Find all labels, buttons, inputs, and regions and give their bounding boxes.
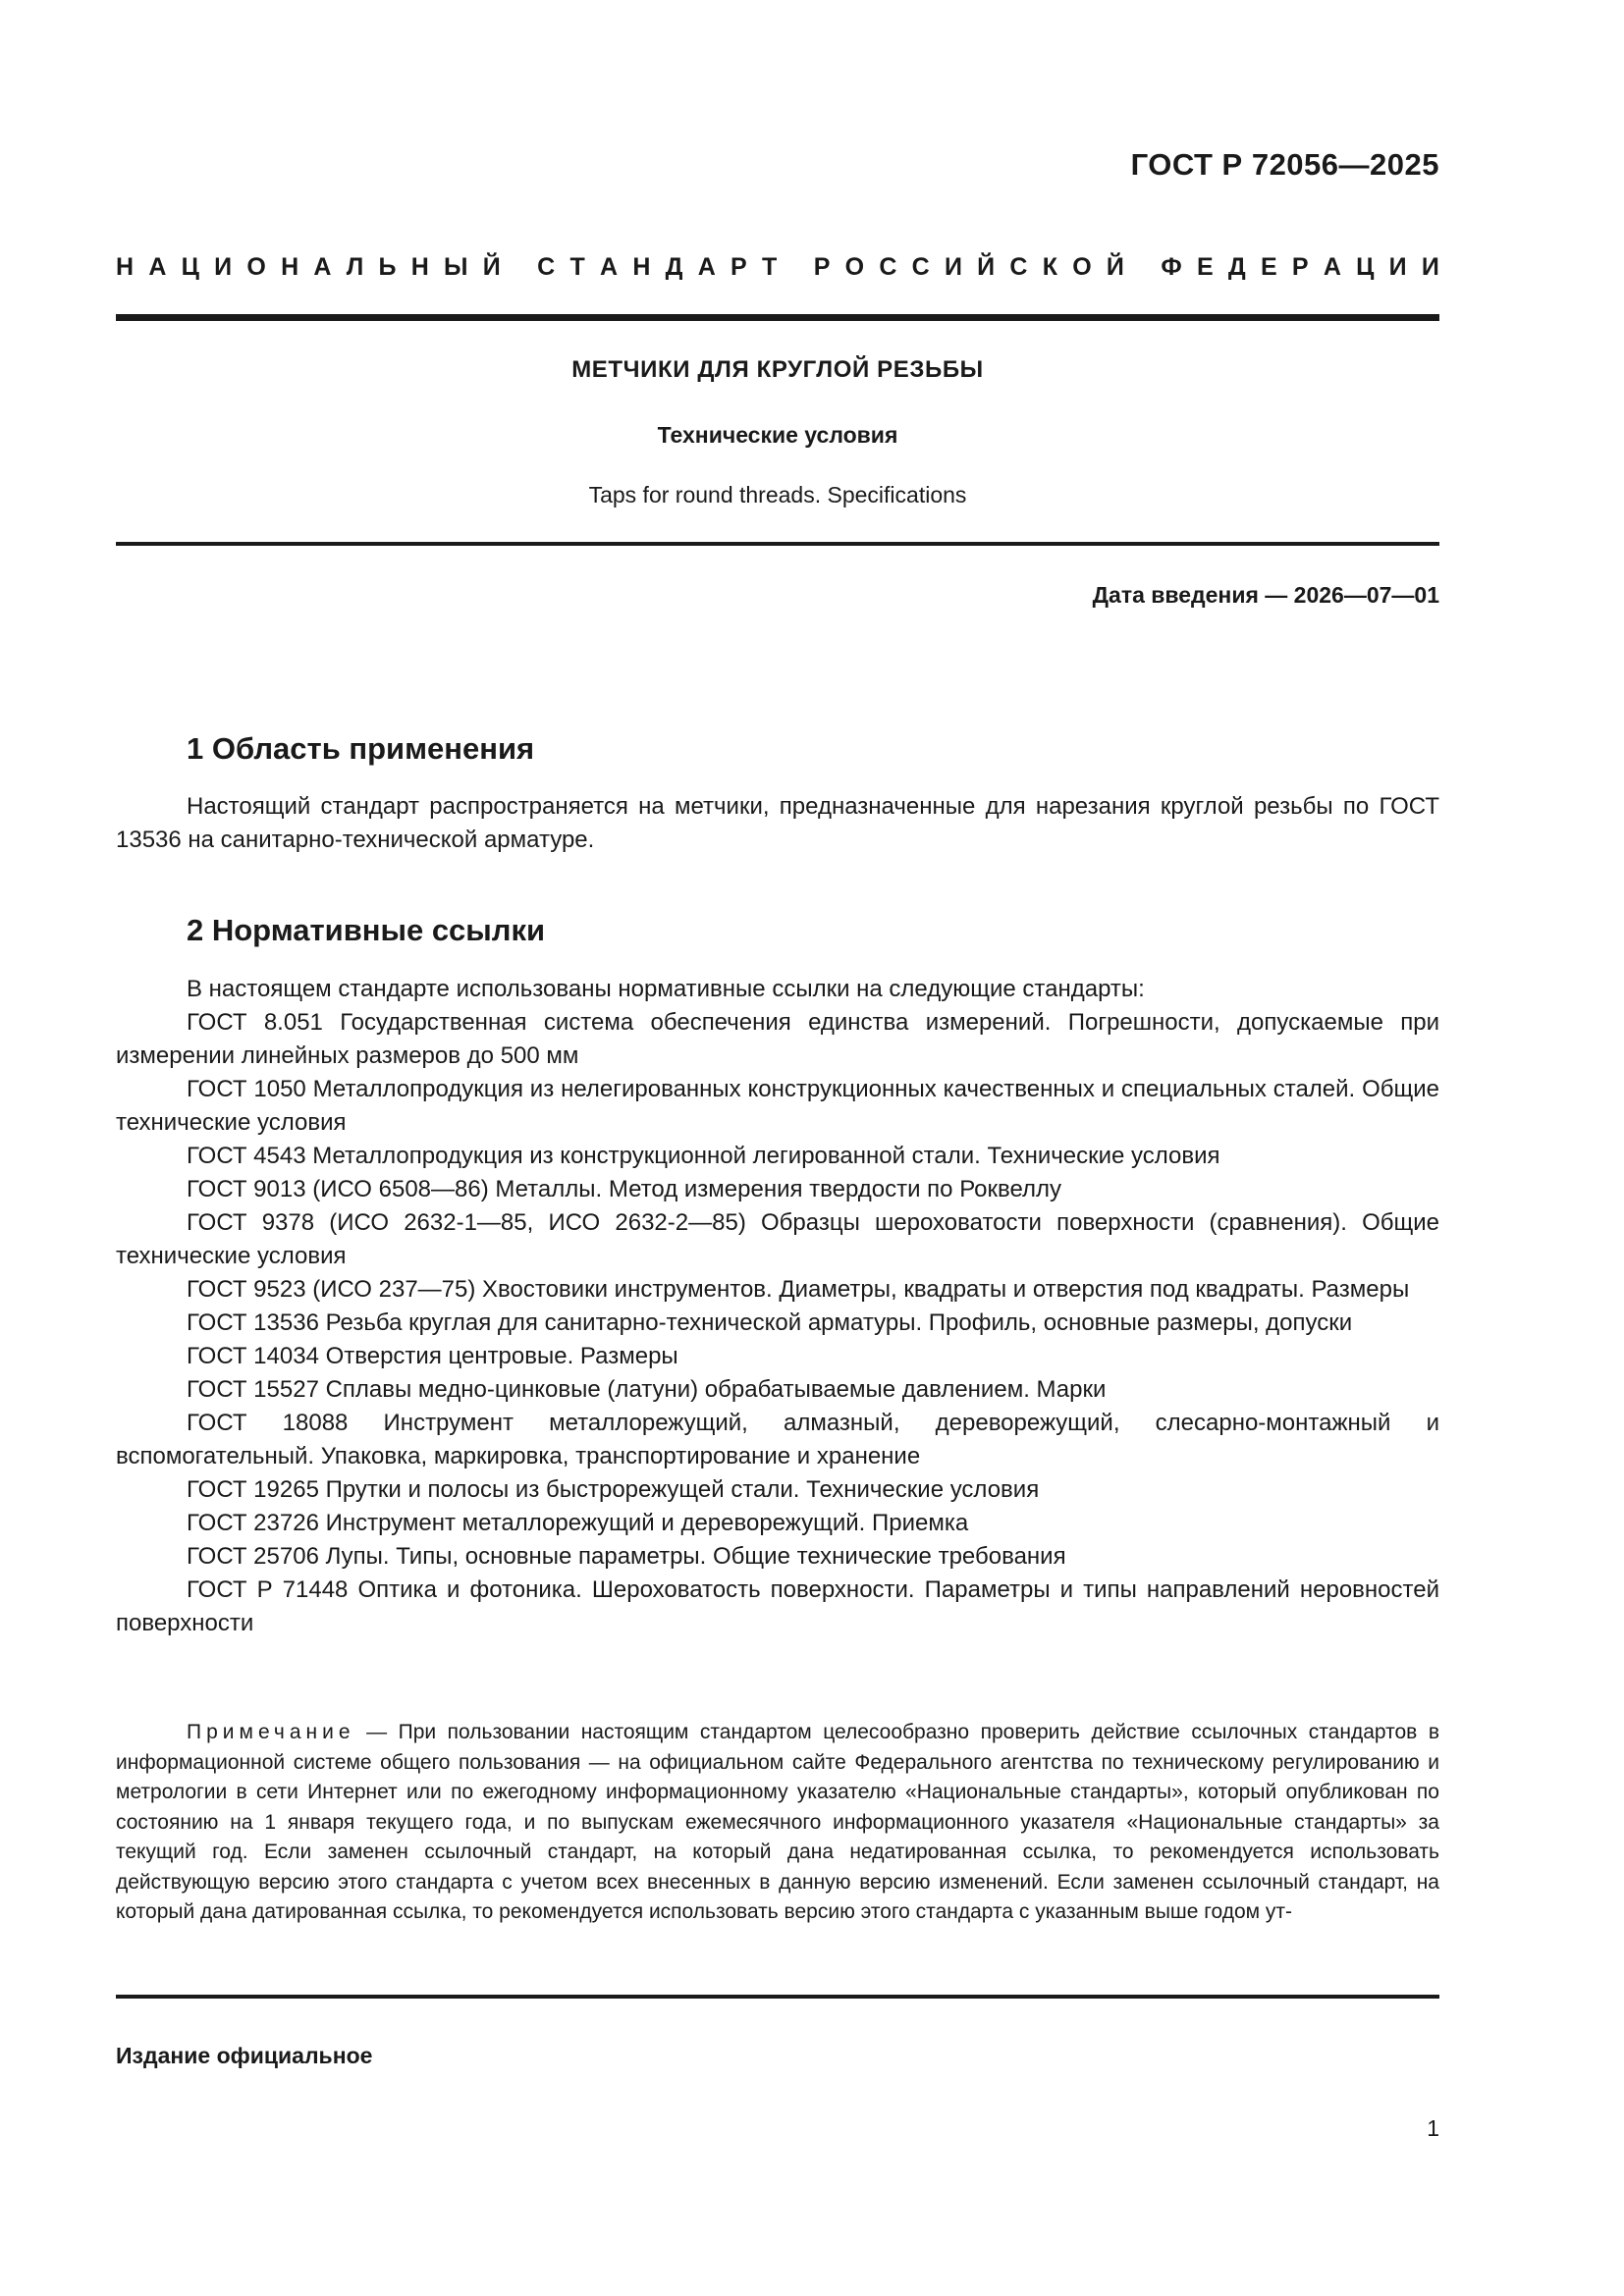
document-page bbox=[116, 0, 1439, 2296]
section-heading-references: 2 Нормативные ссылки bbox=[187, 913, 546, 947]
reference-item: ГОСТ 25706 Лупы. Типы, основные параметры. Общие технические требования bbox=[187, 1543, 1066, 1570]
national-standard-banner: Н А Ц И О Н А Л Ь Н Ы Й С Т А Н Д А Р Т Р О С С И Й С К О Й Ф Е Д Е Р А Ц И И bbox=[116, 253, 1439, 281]
document-title: МЕТЧИКИ ДЛЯ КРУГЛОЙ РЕЗЬБЫ bbox=[571, 356, 984, 383]
reference-item: ГОСТ 1050 Металлопродукция из нелегированных конструкционных качественных и специальных сталей. Общие технические условия bbox=[116, 1076, 1439, 1136]
reference-item: ГОСТ 13536 Резьба круглая для санитарно-технической арматуры. Профиль, основные размеры, допуски bbox=[187, 1309, 1353, 1336]
footer-rule bbox=[116, 1995, 1439, 1999]
note-text: — При пользовании настоящим стандартом целесообразно проверить действие ссылочных стандартов в информационной системе общего пользования — на официальном сайте Федерального агентства по техническому регулированию и метрологии в сети Интернет или по ежегодному информационному указателю «Национальные стандарты», который опубликован по состоянию на 1 января текущего года, и по выпускам ежемесячного информационного указателя «Национальные стандарты» за текущий год. Если заменен ссылочный стандарт, на который дана недатированная ссылка, то рекомендуется использовать действующую версию этого стандарта с учетом всех внесенных в данную версию изменений. Если заменен ссылочный стандарт, на который дана датированная ссылка, то рекомендуется использовать версию этого стандарта с указанным выше годом ут- bbox=[116, 1721, 1439, 1923]
reference-item: ГОСТ 9013 (ИСО 6508—86) Металлы. Метод измерения твердости по Роквеллу bbox=[187, 1176, 1062, 1202]
reference-item: ГОСТ 9523 (ИСО 237—75) Хвостовики инструментов. Диаметры, квадраты и отверстия под квадраты. Размеры bbox=[187, 1276, 1410, 1303]
reference-item: ГОСТ 15527 Сплавы медно-цинковые (латуни) обрабатываемые давлением. Марки bbox=[187, 1376, 1107, 1403]
reference-item: ГОСТ 8.051 Государственная система обеспечения единства измерений. Погрешности, допускаемые при измерении линейных размеров до 500 мм bbox=[116, 1009, 1439, 1069]
reference-item: ГОСТ 9378 (ИСО 2632-1—85, ИСО 2632-2—85) Образцы шероховатости поверхности (сравнения). Общие технические условия bbox=[116, 1209, 1439, 1269]
note-label: Примечание bbox=[187, 1721, 355, 1743]
header-rule bbox=[116, 314, 1439, 321]
section-heading-scope: 1 Область применения bbox=[187, 731, 535, 766]
reference-item: ГОСТ 23726 Инструмент металлорежущий и дереворежущий. Приемка bbox=[187, 1510, 969, 1536]
introduction-date: Дата введения — 2026—07—01 bbox=[1092, 582, 1439, 608]
document-subtitle: Технические условия bbox=[657, 422, 898, 448]
standard-designation: ГОСТ Р 72056—2025 bbox=[1130, 147, 1439, 182]
scope-paragraph: Настоящий стандарт распространяется на метчики, предназначенные для нарезания круглой резьбы по ГОСТ 13536 на санитарно-технической арматуре. bbox=[116, 793, 1439, 853]
reference-item: ГОСТ 18088 Инструмент металлорежущий, алмазный, дереворежущий, слесарно-монтажный и вспомогательный. Упаковка, маркировка, транспортирование и хранение bbox=[116, 1410, 1439, 1469]
page-number: 1 bbox=[1427, 2115, 1439, 2141]
reference-item: ГОСТ 19265 Прутки и полосы из быстрорежущей стали. Технические условия bbox=[187, 1476, 1040, 1503]
references-intro: В настоящем стандарте использованы нормативные ссылки на следующие стандарты: bbox=[187, 976, 1145, 1002]
references-section bbox=[116, 973, 1439, 1640]
title-rule bbox=[116, 542, 1439, 546]
edition-label: Издание официальное bbox=[116, 2043, 373, 2068]
document-title-english: Taps for round threads. Specifications bbox=[588, 482, 967, 507]
reference-item: ГОСТ 14034 Отверстия центровые. Размеры bbox=[187, 1343, 678, 1369]
reference-item: ГОСТ Р 71448 Оптика и фотоника. Шероховатость поверхности. Параметры и типы направлений неровностей поверхности bbox=[116, 1576, 1439, 1636]
scope-section bbox=[116, 790, 1439, 857]
note-paragraph bbox=[116, 1718, 1439, 1928]
reference-item: ГОСТ 4543 Металлопродукция из конструкционной легированной стали. Технические условия bbox=[187, 1143, 1220, 1169]
